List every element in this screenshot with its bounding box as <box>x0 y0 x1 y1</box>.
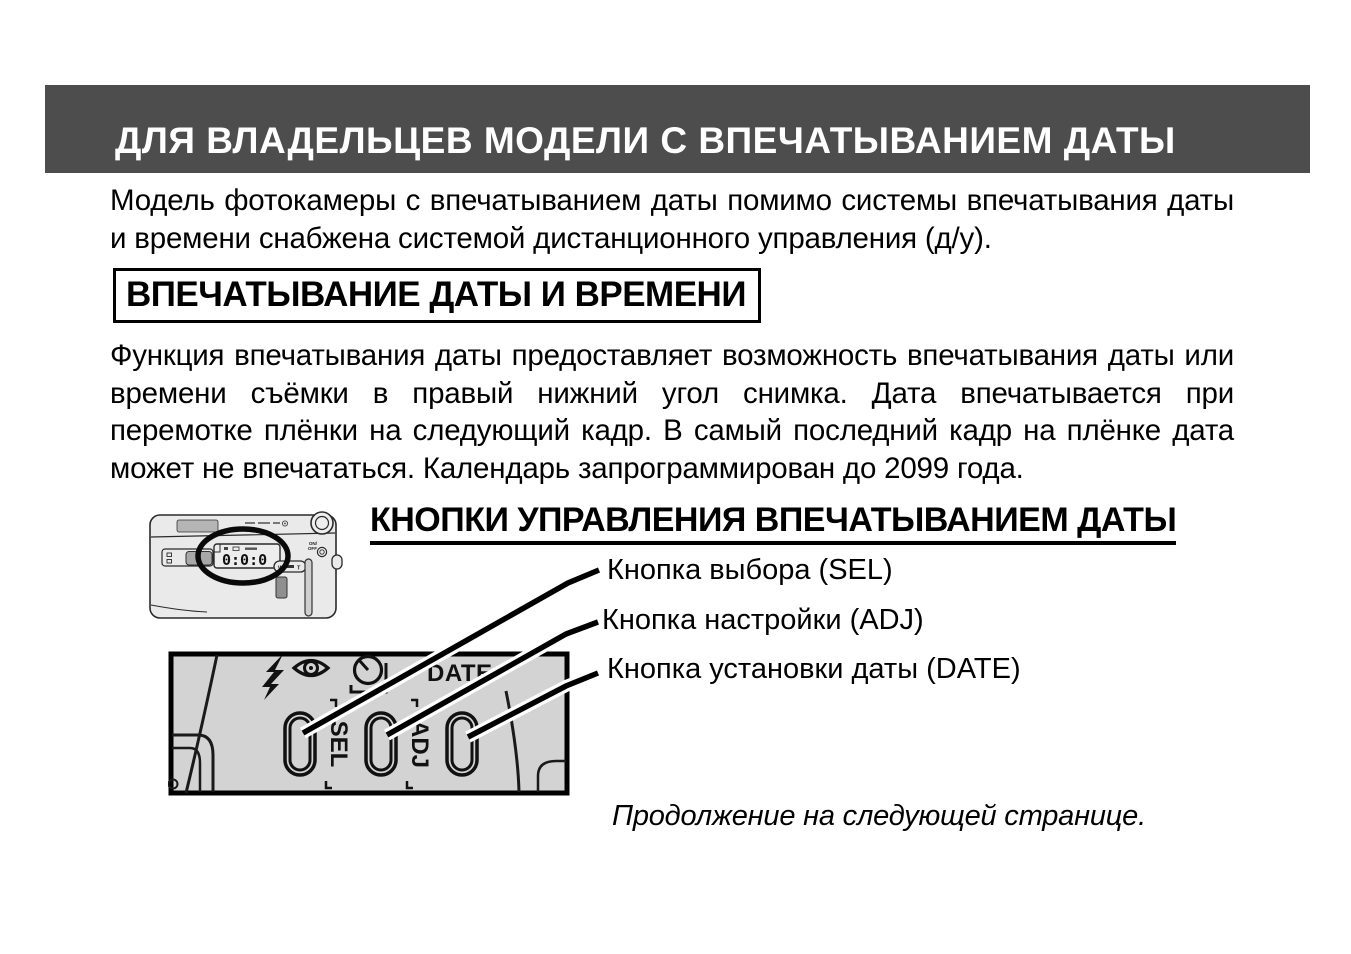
page-header-bar <box>45 85 1310 173</box>
panel-date-label: DATE <box>427 660 493 687</box>
callout-sel: Кнопка выбора (SEL) <box>607 554 893 586</box>
buttons-heading: КНОПКИ УПРАВЛЕНИЯ ВПЕЧАТЫВАНИЕМ ДАТЫ <box>370 503 1176 545</box>
film-window <box>276 577 287 598</box>
callout-adj: Кнопка настройки (ADJ) <box>602 604 924 636</box>
continuation-note: Продолжение на следующей странице. <box>612 800 1146 832</box>
camera-illustration <box>145 506 345 622</box>
date-button <box>447 713 477 775</box>
shutter-button <box>311 512 333 534</box>
power-label-1: ON/ <box>308 541 317 546</box>
page-title: ДЛЯ ВЛАДЕЛЬЦЕВ МОДЕЛИ С ВПЕЧАТЫВАНИЕМ ДАТЫ <box>115 120 1176 161</box>
power-label-2: OFF <box>307 546 317 551</box>
button-panel-illustration <box>168 651 570 796</box>
viewfinder-window <box>177 520 218 532</box>
lcd-digits: 0:0:0 <box>222 551 268 569</box>
strap-bar <box>305 559 312 616</box>
adj-button <box>366 713 396 775</box>
zoom-wide-label: W <box>278 565 284 572</box>
body-paragraph: Функция впечатывания даты предоставляет возможность впечатывания даты или времени съёмки в правый нижний угол снимка. Дата впечатывается при перемотке плёнки на следующий кадр. В самый последний кадр на плёнке дата может не впечататься. Календарь запрограммирован до 2099 года. <box>110 339 1234 485</box>
sel-button <box>285 713 315 775</box>
zoom-tele-label: T <box>297 565 301 572</box>
adj-button-label: ADJ <box>406 719 433 769</box>
intro-paragraph: Модель фотокамеры с впечатыванием даты помимо системы впечатывания даты и времени снабжена системой дистанционного управления (д/у). <box>110 184 1234 255</box>
callout-date: Кнопка установки даты (DATE) <box>607 653 1021 685</box>
sel-button-label: SEL <box>325 720 352 768</box>
boxed-section-title: ВПЕЧАТЫВАНИЕ ДАТЫ И ВРЕМЕНИ <box>113 268 761 323</box>
